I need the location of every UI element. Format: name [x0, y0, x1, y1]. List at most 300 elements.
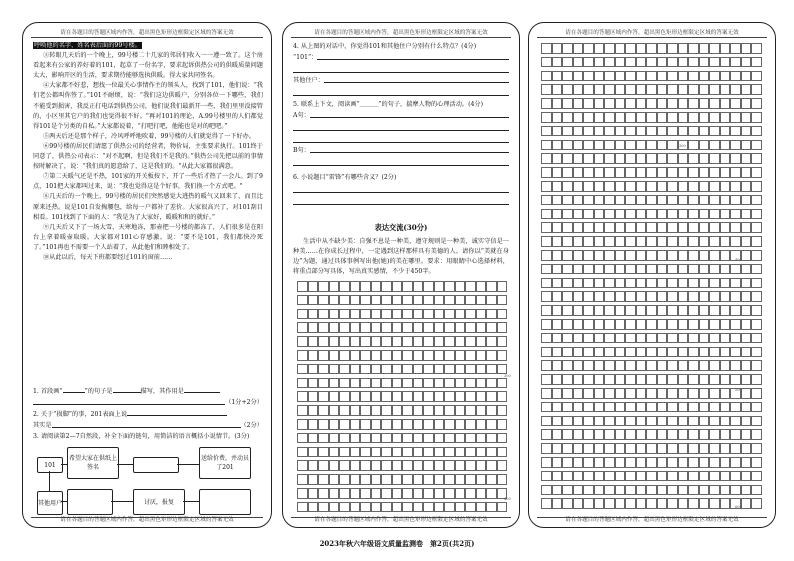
grid-cell[interactable]: [455, 433, 466, 444]
grid-cell[interactable]: [594, 140, 605, 151]
grid-cell[interactable]: [709, 443, 720, 454]
grid-cell[interactable]: [318, 488, 329, 499]
grid-cell[interactable]: [678, 319, 689, 330]
grid-cell[interactable]: [688, 291, 699, 302]
grid-cell[interactable]: [678, 416, 689, 427]
grid-cell[interactable]: [678, 43, 689, 54]
grid-cell[interactable]: [318, 295, 329, 306]
grid-cell[interactable]: [413, 281, 424, 292]
grid-cell[interactable]: [339, 364, 350, 375]
grid-cell[interactable]: [552, 153, 563, 164]
grid-cell[interactable]: [423, 419, 434, 430]
grid-cell[interactable]: [636, 333, 647, 344]
grid-cell[interactable]: [709, 305, 720, 316]
grid-cell[interactable]: [667, 305, 678, 316]
grid-cell[interactable]: [604, 250, 615, 261]
grid-cell[interactable]: [583, 209, 594, 220]
grid-cell[interactable]: [699, 471, 710, 482]
grid-cell[interactable]: [604, 43, 615, 54]
grid-cell[interactable]: [497, 364, 508, 375]
grid-cell[interactable]: [541, 98, 552, 109]
grid-cell[interactable]: [688, 278, 699, 289]
grid-cell[interactable]: [423, 364, 434, 375]
grid-cell[interactable]: [318, 322, 329, 333]
grid-cell[interactable]: [678, 360, 689, 371]
grid-cell[interactable]: [667, 57, 678, 68]
grid-cell[interactable]: [615, 347, 626, 358]
grid-cell[interactable]: [381, 474, 392, 485]
grid-cell[interactable]: [625, 250, 636, 261]
grid-cell[interactable]: [541, 209, 552, 220]
grid-cell[interactable]: [741, 236, 752, 247]
grid-cell[interactable]: [371, 447, 382, 458]
grid-cell[interactable]: [583, 153, 594, 164]
grid-cell[interactable]: [699, 360, 710, 371]
grid-cell[interactable]: [688, 443, 699, 454]
grid-cell[interactable]: [465, 350, 476, 361]
grid-cell[interactable]: [751, 429, 762, 440]
grid-cell[interactable]: [699, 250, 710, 261]
grid-cell[interactable]: [646, 167, 657, 178]
grid-cell[interactable]: [583, 140, 594, 151]
grid-cell[interactable]: [615, 71, 626, 82]
grid-cell[interactable]: [604, 71, 615, 82]
grid-cell[interactable]: [465, 322, 476, 333]
grid-cell[interactable]: [615, 485, 626, 496]
grid-cell[interactable]: [604, 153, 615, 164]
grid-cell[interactable]: [562, 471, 573, 482]
grid-cell[interactable]: [573, 250, 584, 261]
grid-cell[interactable]: [646, 236, 657, 247]
grid-cell[interactable]: [541, 429, 552, 440]
grid-cell[interactable]: [360, 295, 371, 306]
grid-cell[interactable]: [730, 416, 741, 427]
grid-cell[interactable]: [646, 333, 657, 344]
grid-cell[interactable]: [730, 374, 741, 385]
grid-cell[interactable]: [751, 457, 762, 468]
grid-cell[interactable]: [360, 391, 371, 402]
grid-cell[interactable]: [552, 402, 563, 413]
grid-cell[interactable]: [434, 309, 445, 320]
grid-cell[interactable]: [402, 391, 413, 402]
grid-cell[interactable]: [371, 474, 382, 485]
grid-cell[interactable]: [688, 498, 699, 509]
grid-cell[interactable]: [604, 140, 615, 151]
grid-cell[interactable]: [541, 347, 552, 358]
grid-cell[interactable]: [573, 333, 584, 344]
diagram-box-answer[interactable]: [67, 489, 113, 515]
grid-cell[interactable]: [465, 433, 476, 444]
grid-cell[interactable]: [297, 378, 308, 389]
grid-cell[interactable]: [646, 71, 657, 82]
grid-cell[interactable]: [350, 460, 361, 471]
grid-cell[interactable]: [434, 460, 445, 471]
grid-cell[interactable]: [308, 488, 319, 499]
grid-cell[interactable]: [434, 378, 445, 389]
grid-cell[interactable]: [573, 402, 584, 413]
grid-cell[interactable]: [444, 474, 455, 485]
grid-cell[interactable]: [308, 364, 319, 375]
grid-cell[interactable]: [678, 195, 689, 206]
grid-cell[interactable]: [455, 336, 466, 347]
grid-cell[interactable]: [688, 333, 699, 344]
grid-cell[interactable]: [646, 319, 657, 330]
grid-cell[interactable]: [751, 98, 762, 109]
grid-cell[interactable]: [455, 378, 466, 389]
grid-cell[interactable]: [720, 250, 731, 261]
grid-cell[interactable]: [720, 209, 731, 220]
grid-cell[interactable]: [751, 333, 762, 344]
grid-cell[interactable]: [604, 498, 615, 509]
grid-cell[interactable]: [720, 347, 731, 358]
grid-cell[interactable]: [402, 474, 413, 485]
grid-cell[interactable]: [308, 295, 319, 306]
grid-cell[interactable]: [308, 460, 319, 471]
grid-cell[interactable]: [678, 112, 689, 123]
grid-cell[interactable]: [413, 336, 424, 347]
grid-cell[interactable]: [476, 460, 487, 471]
grid-cell[interactable]: [541, 167, 552, 178]
grid-cell[interactable]: [615, 43, 626, 54]
grid-cell[interactable]: [741, 209, 752, 220]
grid-cell[interactable]: [476, 474, 487, 485]
grid-cell[interactable]: [646, 57, 657, 68]
grid-cell[interactable]: [741, 43, 752, 54]
grid-cell[interactable]: [604, 416, 615, 427]
grid-cell[interactable]: [741, 429, 752, 440]
grid-cell[interactable]: [562, 126, 573, 137]
grid-cell[interactable]: [329, 447, 340, 458]
grid-cell[interactable]: [678, 153, 689, 164]
grid-cell[interactable]: [392, 488, 403, 499]
grid-cell[interactable]: [541, 360, 552, 371]
grid-cell[interactable]: [720, 278, 731, 289]
grid-cell[interactable]: [657, 471, 668, 482]
grid-cell[interactable]: [360, 322, 371, 333]
grid-cell[interactable]: [625, 98, 636, 109]
grid-cell[interactable]: [741, 195, 752, 206]
grid-cell[interactable]: [486, 364, 497, 375]
grid-cell[interactable]: [699, 264, 710, 275]
grid-cell[interactable]: [625, 347, 636, 358]
grid-cell[interactable]: [720, 388, 731, 399]
grid-cell[interactable]: [688, 236, 699, 247]
grid-cell[interactable]: [360, 281, 371, 292]
grid-cell[interactable]: [444, 419, 455, 430]
grid-cell[interactable]: [646, 153, 657, 164]
grid-cell[interactable]: [709, 98, 720, 109]
answer-line[interactable]: [293, 133, 509, 143]
grid-cell[interactable]: [486, 378, 497, 389]
grid-cell[interactable]: [297, 309, 308, 320]
grid-cell[interactable]: [688, 347, 699, 358]
grid-cell[interactable]: [678, 333, 689, 344]
diagram-box-answer[interactable]: [199, 489, 251, 515]
grid-cell[interactable]: [381, 378, 392, 389]
grid-cell[interactable]: [573, 291, 584, 302]
grid-cell[interactable]: [667, 443, 678, 454]
grid-cell[interactable]: [646, 485, 657, 496]
grid-cell[interactable]: [486, 336, 497, 347]
grid-cell[interactable]: [392, 433, 403, 444]
grid-cell[interactable]: [709, 319, 720, 330]
grid-cell[interactable]: [594, 57, 605, 68]
grid-cell[interactable]: [402, 295, 413, 306]
grid-cell[interactable]: [541, 236, 552, 247]
grid-cell[interactable]: [751, 374, 762, 385]
grid-cell[interactable]: [562, 291, 573, 302]
grid-cell[interactable]: [625, 167, 636, 178]
grid-cell[interactable]: [594, 112, 605, 123]
grid-cell[interactable]: [594, 457, 605, 468]
grid-cell[interactable]: [350, 364, 361, 375]
grid-cell[interactable]: [688, 71, 699, 82]
grid-cell[interactable]: [297, 419, 308, 430]
grid-cell[interactable]: [573, 374, 584, 385]
grid-cell[interactable]: [381, 295, 392, 306]
grid-cell[interactable]: [339, 295, 350, 306]
grid-cell[interactable]: [709, 112, 720, 123]
grid-cell[interactable]: [465, 281, 476, 292]
grid-cell[interactable]: [709, 429, 720, 440]
grid-cell[interactable]: [413, 433, 424, 444]
grid-cell[interactable]: [308, 419, 319, 430]
grid-cell[interactable]: [667, 195, 678, 206]
grid-cell[interactable]: [751, 402, 762, 413]
grid-cell[interactable]: [604, 236, 615, 247]
grid-cell[interactable]: [308, 336, 319, 347]
grid-cell[interactable]: [636, 98, 647, 109]
grid-cell[interactable]: [657, 429, 668, 440]
grid-cell[interactable]: [667, 167, 678, 178]
grid-cell[interactable]: [615, 278, 626, 289]
grid-cell[interactable]: [413, 405, 424, 416]
grid-cell[interactable]: [625, 43, 636, 54]
grid-cell[interactable]: [688, 360, 699, 371]
grid-cell[interactable]: [720, 291, 731, 302]
grid-cell[interactable]: [615, 153, 626, 164]
grid-cell[interactable]: [741, 347, 752, 358]
grid-cell[interactable]: [678, 264, 689, 275]
grid-cell[interactable]: [709, 360, 720, 371]
grid-cell[interactable]: [730, 236, 741, 247]
grid-cell[interactable]: [573, 443, 584, 454]
grid-cell[interactable]: [350, 502, 361, 513]
grid-cell[interactable]: [497, 447, 508, 458]
grid-cell[interactable]: [573, 57, 584, 68]
grid-cell[interactable]: [594, 195, 605, 206]
grid-cell[interactable]: [573, 153, 584, 164]
grid-cell[interactable]: [720, 222, 731, 233]
grid-cell[interactable]: [583, 71, 594, 82]
grid-cell[interactable]: [604, 333, 615, 344]
grid-cell[interactable]: [699, 416, 710, 427]
grid-cell[interactable]: [741, 250, 752, 261]
grid-cell[interactable]: [562, 333, 573, 344]
grid-cell[interactable]: [350, 378, 361, 389]
grid-cell[interactable]: [583, 443, 594, 454]
grid-cell[interactable]: [709, 457, 720, 468]
grid-cell[interactable]: [308, 405, 319, 416]
grid-cell[interactable]: [541, 71, 552, 82]
grid-cell[interactable]: [667, 319, 678, 330]
grid-cell[interactable]: [329, 474, 340, 485]
answer-line[interactable]: [293, 121, 509, 131]
grid-cell[interactable]: [476, 405, 487, 416]
grid-cell[interactable]: [720, 140, 731, 151]
grid-cell[interactable]: [552, 485, 563, 496]
grid-cell[interactable]: [604, 360, 615, 371]
grid-cell[interactable]: [297, 350, 308, 361]
grid-cell[interactable]: [730, 126, 741, 137]
grid-cell[interactable]: [413, 350, 424, 361]
grid-cell[interactable]: [720, 416, 731, 427]
grid-cell[interactable]: [657, 140, 668, 151]
grid-cell[interactable]: [402, 378, 413, 389]
grid-cell[interactable]: [646, 498, 657, 509]
grid-cell[interactable]: [646, 195, 657, 206]
grid-cell[interactable]: [699, 167, 710, 178]
grid-cell[interactable]: [751, 126, 762, 137]
grid-cell[interactable]: [751, 140, 762, 151]
grid-cell[interactable]: [625, 153, 636, 164]
grid-cell[interactable]: [541, 126, 552, 137]
grid-cell[interactable]: [636, 209, 647, 220]
grid-cell[interactable]: [604, 126, 615, 137]
grid-cell[interactable]: [413, 474, 424, 485]
grid-cell[interactable]: [329, 419, 340, 430]
grid-cell[interactable]: [486, 391, 497, 402]
grid-cell[interactable]: [562, 153, 573, 164]
grid-cell[interactable]: [486, 309, 497, 320]
grid-cell[interactable]: [741, 112, 752, 123]
grid-cell[interactable]: [751, 236, 762, 247]
grid-cell[interactable]: [657, 333, 668, 344]
grid-cell[interactable]: [751, 319, 762, 330]
grid-cell[interactable]: [741, 319, 752, 330]
grid-cell[interactable]: [583, 333, 594, 344]
grid-cell[interactable]: [730, 485, 741, 496]
grid-cell[interactable]: [615, 333, 626, 344]
grid-cell[interactable]: [646, 278, 657, 289]
grid-cell[interactable]: [667, 402, 678, 413]
grid-cell[interactable]: [455, 391, 466, 402]
grid-cell[interactable]: [573, 195, 584, 206]
grid-cell[interactable]: [360, 447, 371, 458]
grid-cell[interactable]: [350, 336, 361, 347]
grid-cell[interactable]: [381, 447, 392, 458]
grid-cell[interactable]: [423, 309, 434, 320]
grid-cell[interactable]: [667, 236, 678, 247]
grid-cell[interactable]: [646, 112, 657, 123]
grid-cell[interactable]: [751, 264, 762, 275]
grid-cell[interactable]: [604, 181, 615, 192]
grid-cell[interactable]: [751, 195, 762, 206]
grid-cell[interactable]: [562, 43, 573, 54]
grid-cell[interactable]: [594, 333, 605, 344]
grid-cell[interactable]: [392, 281, 403, 292]
grid-cell[interactable]: [465, 295, 476, 306]
grid-cell[interactable]: [552, 195, 563, 206]
grid-cell[interactable]: [678, 222, 689, 233]
grid-cell[interactable]: [541, 319, 552, 330]
grid-cell[interactable]: [751, 84, 762, 95]
grid-cell[interactable]: [615, 222, 626, 233]
grid-cell[interactable]: [371, 295, 382, 306]
answer-blank[interactable]: [317, 52, 509, 60]
grid-cell[interactable]: [497, 281, 508, 292]
grid-cell[interactable]: [552, 222, 563, 233]
grid-cell[interactable]: [371, 488, 382, 499]
grid-cell[interactable]: [423, 295, 434, 306]
grid-cell[interactable]: [678, 98, 689, 109]
grid-cell[interactable]: [646, 360, 657, 371]
grid-cell[interactable]: [573, 416, 584, 427]
grid-cell[interactable]: [583, 112, 594, 123]
grid-cell[interactable]: [583, 43, 594, 54]
grid-cell[interactable]: [730, 402, 741, 413]
grid-cell[interactable]: [699, 98, 710, 109]
grid-cell[interactable]: [657, 43, 668, 54]
grid-cell[interactable]: [594, 84, 605, 95]
grid-cell[interactable]: [486, 502, 497, 513]
grid-cell[interactable]: [709, 71, 720, 82]
grid-cell[interactable]: [413, 419, 424, 430]
grid-cell[interactable]: [709, 333, 720, 344]
grid-cell[interactable]: [562, 457, 573, 468]
grid-cell[interactable]: [615, 57, 626, 68]
grid-cell[interactable]: [329, 295, 340, 306]
grid-cell[interactable]: [751, 112, 762, 123]
grid-cell[interactable]: [350, 391, 361, 402]
grid-cell[interactable]: [381, 281, 392, 292]
grid-cell[interactable]: [339, 460, 350, 471]
grid-cell[interactable]: [709, 388, 720, 399]
grid-cell[interactable]: [329, 391, 340, 402]
grid-cell[interactable]: [360, 336, 371, 347]
grid-cell[interactable]: [552, 140, 563, 151]
grid-cell[interactable]: [615, 360, 626, 371]
grid-cell[interactable]: [413, 322, 424, 333]
grid-cell[interactable]: [573, 347, 584, 358]
grid-cell[interactable]: [552, 181, 563, 192]
grid-cell[interactable]: [709, 43, 720, 54]
grid-cell[interactable]: [552, 264, 563, 275]
grid-cell[interactable]: [318, 474, 329, 485]
grid-cell[interactable]: [360, 488, 371, 499]
grid-cell[interactable]: [720, 305, 731, 316]
grid-cell[interactable]: [720, 84, 731, 95]
grid-cell[interactable]: [552, 236, 563, 247]
grid-cell[interactable]: [741, 416, 752, 427]
grid-cell[interactable]: [615, 98, 626, 109]
grid-cell[interactable]: [636, 250, 647, 261]
grid-cell[interactable]: [720, 167, 731, 178]
grid-cell[interactable]: [667, 140, 678, 151]
grid-cell[interactable]: [455, 281, 466, 292]
grid-cell[interactable]: [636, 319, 647, 330]
grid-cell[interactable]: [625, 305, 636, 316]
grid-cell[interactable]: [594, 126, 605, 137]
grid-cell[interactable]: [720, 443, 731, 454]
grid-cell[interactable]: [604, 443, 615, 454]
grid-cell[interactable]: [741, 167, 752, 178]
grid-cell[interactable]: [562, 278, 573, 289]
grid-cell[interactable]: [667, 153, 678, 164]
grid-cell[interactable]: [573, 222, 584, 233]
grid-cell[interactable]: [751, 416, 762, 427]
grid-cell[interactable]: [646, 402, 657, 413]
